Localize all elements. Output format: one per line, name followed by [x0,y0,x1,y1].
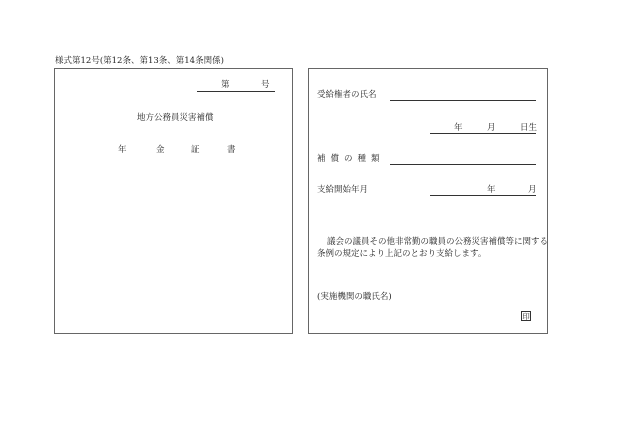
birth-year-label: 年 [454,123,463,133]
certificate-number-suffix: 号 [261,80,270,90]
certificate-left-panel [54,68,293,334]
cert-char-4: 書 [227,145,236,155]
certificate-right-panel [308,68,548,334]
compensation-type-line [390,164,536,165]
certificate-number-prefix: 第 [221,80,230,90]
birth-day-label: 日生 [520,123,538,133]
cert-char-1: 年 [118,145,127,155]
start-year-label: 年 [487,185,496,195]
recipient-name-label: 受給権者の氏名 [317,90,377,100]
form-title: 様式第12号(第12条、第13条、第14条関係) [55,56,224,66]
body-text-line-2: 条例の規定により上記のとおり支給します。 [317,249,487,259]
issuing-organization-label: (実施機関の職氏名) [317,292,392,302]
start-month-label: 月 [528,185,537,195]
compensation-title: 地方公務員災害補償 [137,113,214,123]
cert-char-2: 金 [156,145,165,155]
cert-char-3: 証 [191,145,200,155]
birth-month-label: 月 [487,123,496,133]
recipient-name-line [390,100,536,101]
body-text-line-1: 議会の議員その他非常勤の職員の公務災害補償等に関する [327,237,549,247]
payment-start-label: 支給開始年月 [317,185,369,195]
compensation-type-label: 補償の種類 [317,154,385,164]
seal-stamp: 印 [522,311,530,321]
certificate-number-line [197,91,275,92]
birth-date-line [430,133,536,134]
payment-start-line [430,195,536,196]
